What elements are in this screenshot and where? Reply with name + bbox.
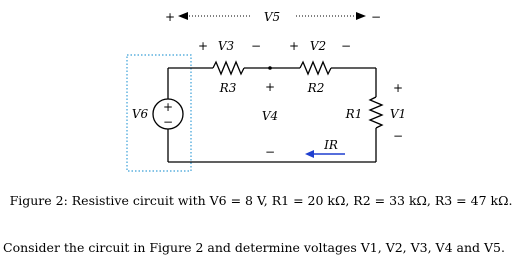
- label-v2: V2: [309, 39, 327, 53]
- v3-plus-sign: +: [197, 39, 209, 53]
- v4-minus-sign: −: [264, 145, 276, 159]
- v3-minus-sign: −: [250, 39, 262, 53]
- v5-left-arrowhead: [178, 12, 188, 20]
- current-arrowhead: [305, 150, 314, 158]
- label-v4: V4: [261, 109, 279, 123]
- label-v1: V1: [389, 107, 407, 121]
- resistor-r2: [300, 62, 331, 74]
- label-v5: V5: [263, 10, 281, 24]
- label-r3: R3: [219, 81, 237, 95]
- v2-minus-sign: −: [340, 39, 352, 53]
- question-text: Consider the circuit in Figure 2 and determine voltages V1, V2, V3, V4 and V5.: [3, 240, 505, 255]
- label-ir: IR: [324, 138, 338, 152]
- source-plus-sign: +: [162, 100, 174, 114]
- v5-plus-sign: +: [164, 10, 176, 24]
- label-v6: V6: [131, 107, 149, 121]
- v5-minus-sign: −: [370, 10, 382, 24]
- v4-plus-sign: +: [264, 80, 276, 94]
- label-r1: R1: [345, 107, 363, 121]
- v1-plus-sign: +: [392, 81, 404, 95]
- v2-plus-sign: +: [288, 39, 300, 53]
- label-r2: R2: [307, 81, 325, 95]
- resistor-r3: [213, 62, 244, 74]
- label-v3: V3: [217, 39, 235, 53]
- figure-caption: Figure 2: Resistive circuit with V6 = 8 V, R1 = 20 kΩ, R2 = 33 kΩ, R3 = 47 kΩ.: [9, 193, 513, 208]
- source-minus-sign: −: [162, 115, 174, 129]
- resistor-r1: [370, 97, 382, 128]
- v5-right-arrowhead: [356, 12, 366, 20]
- v1-minus-sign: −: [392, 129, 404, 143]
